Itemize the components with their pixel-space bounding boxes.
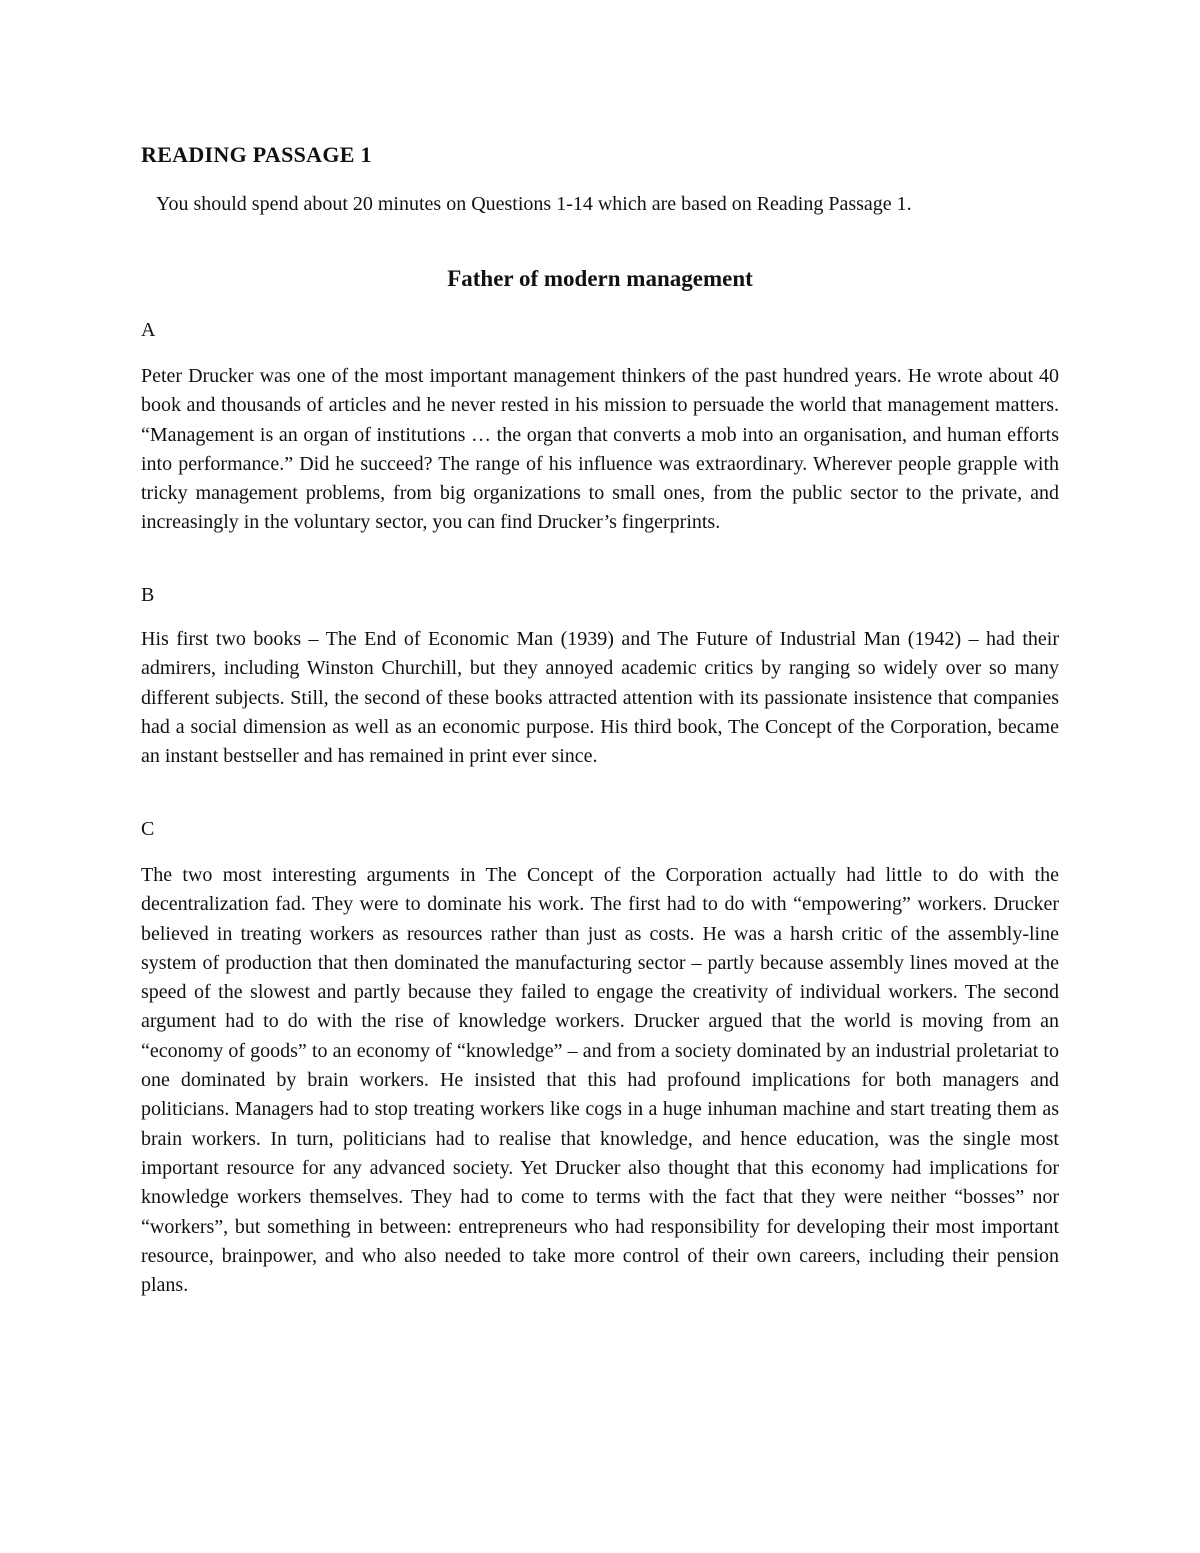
paragraph-label-a: A [141, 319, 156, 341]
paragraph-label-b: B [141, 584, 155, 606]
passage-title: Father of modern management [447, 266, 753, 291]
instruction-text: You should spend about 20 minutes on Questions 1-14 which are based on Reading Passage 1. [156, 193, 912, 215]
paragraph-a: Peter Drucker was one of the most important management thinkers of the past hundred years. He wrote about 40 book and thousands of articles and he never rested in his mission to persuade the world that management matters. “Management is an organ of institutions … the organ that converts a mob into an organisation, and human efforts into performance.” Did he succeed? The range of his influence was extraordinary. Wherever people grapple with tricky management problems, from big organizations to small ones, from the public sector to the private, and increasingly in the voluntary sector, you can find Drucker’s fingerprints. [141, 365, 1059, 534]
paragraph-b: His first two books – The End of Economic Man (1939) and The Future of Industrial Man (1942) – had their admirers, including Winston Churchill, but they annoyed academic critics by ranging so widely over so many different subjects. Still, the second of these books attracted attention with its passionate insistence that companies had a social dimension as well as an economic purpose. His third book, The Concept of the Corporation, became an instant bestseller and has remained in print ever since. [141, 628, 1059, 768]
paragraph-c: The two most interesting arguments in The Concept of the Corporation actually had little to do with the decentralization fad. They were to dominate his work. The first had to do with “empowering” workers. Drucker believed in treating workers as resources rather than just as costs. He was a harsh critic of the assembly-line system of production that then dominated the manufacturing sector – partly because assembly lines moved at the speed of the slowest and partly because they failed to engage the creativity of individual workers. The second argument had to do with the rise of knowledge workers. Drucker argued that the world is moving from an “economy of goods” to an economy of “knowledge” – and from a society dominated by an industrial proletariat to one dominated by brain workers. He insisted that this had profound implications for both managers and politicians. Managers had to stop treating workers like cogs in a huge inhuman machine and start treating them as brain workers. In turn, politicians had to realise that knowledge, and hence education, was the single most important resource for any advanced society. Yet Drucker also thought that this economy had implications for knowledge workers themselves. They had to come to terms with the fact that they were neither “bosses” nor “workers”, but something in between: entrepreneurs who had responsibility for developing their most important resource, brainpower, and who also needed to take more control of their own careers, including their pension plans. [141, 864, 1059, 1297]
paragraph-label-c: C [141, 818, 155, 840]
section-heading: READING PASSAGE 1 [141, 142, 372, 167]
